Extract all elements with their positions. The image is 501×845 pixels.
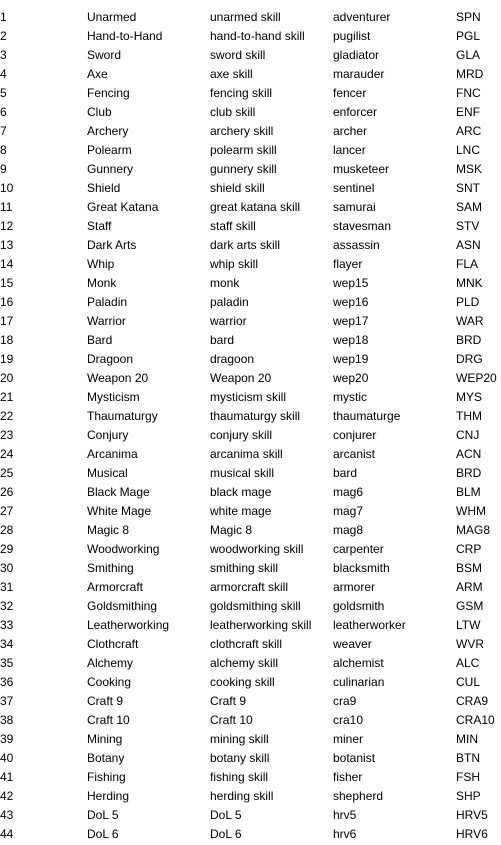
table-row [0, 559, 501, 578]
abbreviation-cell: MYS [456, 390, 483, 404]
table-row [0, 540, 501, 559]
table-row [0, 331, 501, 350]
skill-cell: dragoon [210, 352, 255, 366]
row-index-cell: 23 [0, 428, 14, 442]
skill-cell: whip skill [210, 257, 259, 271]
skill-cell: clothcraft skill [210, 637, 283, 651]
skill-cell: warrior [210, 314, 247, 328]
row-index-cell: 7 [0, 124, 7, 138]
job-cell: mag6 [333, 485, 364, 499]
job-cell: carpenter [333, 542, 384, 556]
job-cell: goldsmith [333, 599, 385, 613]
row-index-cell: 18 [0, 333, 14, 347]
name-cell: Clothcraft [87, 637, 139, 651]
table-row [0, 122, 501, 141]
abbreviation-cell: BSM [456, 561, 483, 575]
abbreviation-cell: PGL [456, 29, 481, 43]
name-cell: Arcanima [87, 447, 138, 461]
name-cell: Cooking [87, 675, 132, 689]
name-cell: Craft 9 [87, 694, 124, 708]
name-cell: Thaumaturgy [87, 409, 158, 423]
job-cell: musketeer [333, 162, 390, 176]
skill-cell: unarmed skill [210, 10, 281, 24]
name-cell: Axe [87, 67, 108, 81]
table-row [0, 312, 501, 331]
skill-cell: herding skill [210, 789, 274, 803]
row-index-cell: 9 [0, 162, 7, 176]
job-cell: flayer [333, 257, 363, 271]
name-cell: Monk [87, 276, 117, 290]
row-index-cell: 3 [0, 48, 7, 62]
skill-cell: conjury skill [210, 428, 273, 442]
table-row [0, 730, 501, 749]
table-row [0, 274, 501, 293]
row-index-cell: 40 [0, 751, 14, 765]
job-cell: weaver [333, 637, 372, 651]
job-cell: assassin [333, 238, 380, 252]
table-row [0, 426, 501, 445]
table-row [0, 787, 501, 806]
job-cell: wep15 [333, 276, 369, 290]
name-cell: Polearm [87, 143, 132, 157]
table-row [0, 46, 501, 65]
row-index-cell: 43 [0, 808, 14, 822]
table-row [0, 711, 501, 730]
job-cell: mystic [333, 390, 367, 404]
row-index-cell: 21 [0, 390, 14, 404]
skill-cell: monk [210, 276, 240, 290]
job-cell: leatherworker [333, 618, 406, 632]
table-row [0, 597, 501, 616]
skill-cell: paladin [210, 295, 249, 309]
skill-cell: goldsmithing skill [210, 599, 301, 613]
row-index-cell: 38 [0, 713, 14, 727]
row-index-cell: 44 [0, 827, 14, 841]
job-cell: samurai [333, 200, 376, 214]
row-index-cell: 34 [0, 637, 14, 651]
job-cell: hrv6 [333, 827, 357, 841]
skill-cell: hand-to-hand skill [210, 29, 305, 43]
row-index-cell: 6 [0, 105, 7, 119]
job-cell: fisher [333, 770, 363, 784]
abbreviation-cell: MSK [456, 162, 483, 176]
job-cell: enforcer [333, 105, 378, 119]
table-row [0, 103, 501, 122]
name-cell: Archery [87, 124, 129, 138]
name-cell: Gunnery [87, 162, 134, 176]
table-row [0, 84, 501, 103]
row-index-cell: 12 [0, 219, 14, 233]
skill-cell: woodworking skill [210, 542, 304, 556]
job-cell: botanist [333, 751, 376, 765]
row-index-cell: 37 [0, 694, 14, 708]
row-index-cell: 29 [0, 542, 14, 556]
abbreviation-cell: FNC [456, 86, 481, 100]
abbreviation-cell: CNJ [456, 428, 480, 442]
table-row [0, 198, 501, 217]
abbreviation-cell: ALC [456, 656, 480, 670]
name-cell: Great Katana [87, 200, 159, 214]
job-cell: cra9 [333, 694, 357, 708]
row-index-cell: 8 [0, 143, 7, 157]
skill-cell: club skill [210, 105, 256, 119]
name-cell: Herding [87, 789, 130, 803]
job-cell: wep17 [333, 314, 369, 328]
skill-cell: gunnery skill [210, 162, 277, 176]
row-index-cell: 28 [0, 523, 14, 537]
abbreviation-cell: PLD [456, 295, 480, 309]
skill-cell: fencing skill [210, 86, 273, 100]
name-cell: Mysticism [87, 390, 140, 404]
skill-cell: DoL 5 [210, 808, 242, 822]
row-index-cell: 20 [0, 371, 14, 385]
skill-cell: cooking skill [210, 675, 275, 689]
name-cell: Musical [87, 466, 128, 480]
abbreviation-cell: SNT [456, 181, 480, 195]
name-cell: Alchemy [87, 656, 134, 670]
skill-cell: smithing skill [210, 561, 279, 575]
abbreviation-cell: MRD [456, 67, 484, 81]
name-cell: Unarmed [87, 10, 137, 24]
name-cell: Leatherworking [87, 618, 170, 632]
row-index-cell: 39 [0, 732, 14, 746]
name-cell: Fishing [87, 770, 126, 784]
job-cell: mag7 [333, 504, 364, 518]
row-index-cell: 22 [0, 409, 14, 423]
row-index-cell: 11 [0, 200, 13, 214]
table-row [0, 369, 501, 388]
skill-cell: polearm skill [210, 143, 277, 157]
skill-cell: fishing skill [210, 770, 269, 784]
abbreviation-cell: HRV6 [456, 827, 488, 841]
skill-cell: staff skill [210, 219, 256, 233]
row-index-cell: 15 [0, 276, 14, 290]
name-cell: Dragoon [87, 352, 134, 366]
skill-cell: white mage [210, 504, 272, 518]
name-cell: Paladin [87, 295, 128, 309]
row-index-cell: 16 [0, 295, 14, 309]
job-cell: miner [333, 732, 364, 746]
table-row [0, 654, 501, 673]
row-index-cell: 10 [0, 181, 14, 195]
abbreviation-cell: MIN [456, 732, 478, 746]
abbreviation-cell: STV [456, 219, 480, 233]
row-index-cell: 13 [0, 238, 14, 252]
row-index-cell: 19 [0, 352, 14, 366]
abbreviation-cell: ASN [456, 238, 481, 252]
abbreviation-cell: THM [456, 409, 482, 423]
job-cell: cra10 [333, 713, 364, 727]
abbreviation-cell: GLA [456, 48, 481, 62]
table-row [0, 27, 501, 46]
row-index-cell: 33 [0, 618, 14, 632]
name-cell: Dark Arts [87, 238, 137, 252]
abbreviation-cell: FLA [456, 257, 479, 271]
table-row [0, 578, 501, 597]
table-row [0, 806, 501, 825]
table-row [0, 635, 501, 654]
table-row [0, 749, 501, 768]
name-cell: Staff [87, 219, 112, 233]
name-cell: Whip [87, 257, 115, 271]
name-cell: Smithing [87, 561, 134, 575]
name-cell: Botany [87, 751, 125, 765]
abbreviation-cell: BRD [456, 466, 482, 480]
abbreviation-cell: BTN [456, 751, 480, 765]
abbreviation-cell: ARC [456, 124, 482, 138]
table-row [0, 825, 501, 844]
row-index-cell: 31 [0, 580, 14, 594]
table-row [0, 692, 501, 711]
skill-cell: arcanima skill [210, 447, 283, 461]
table-row [0, 236, 501, 255]
name-cell: Black Mage [87, 485, 150, 499]
table-row [0, 483, 501, 502]
skill-cell: mysticism skill [210, 390, 286, 404]
job-cell: wep20 [333, 371, 369, 385]
row-index-cell: 2 [0, 29, 7, 43]
job-cell: archer [333, 124, 368, 138]
skill-cell: musical skill [210, 466, 275, 480]
name-cell: Club [87, 105, 112, 119]
abbreviation-cell: BLM [456, 485, 481, 499]
abbreviation-cell: MNK [456, 276, 483, 290]
row-index-cell: 26 [0, 485, 14, 499]
name-cell: Conjury [87, 428, 129, 442]
skill-cell: alchemy skill [210, 656, 279, 670]
skill-cell: dark arts skill [210, 238, 281, 252]
job-cell: culinarian [333, 675, 385, 689]
table-row [0, 8, 501, 27]
job-cell: wep18 [333, 333, 369, 347]
abbreviation-cell: CRP [456, 542, 482, 556]
table-row [0, 388, 501, 407]
skill-cell: bard [210, 333, 235, 347]
abbreviation-cell: LNC [456, 143, 481, 157]
job-cell: gladiator [333, 48, 380, 62]
name-cell: Sword [87, 48, 122, 62]
abbreviation-cell: FSH [456, 770, 480, 784]
skill-cell: Craft 10 [210, 713, 253, 727]
table-row [0, 350, 501, 369]
name-cell: White Mage [87, 504, 152, 518]
table-row [0, 464, 501, 483]
job-cell: adventurer [333, 10, 391, 24]
row-index-cell: 1 [0, 10, 7, 24]
table-row [0, 65, 501, 84]
table-row [0, 445, 501, 464]
table-row [0, 616, 501, 635]
abbreviation-cell: ACN [456, 447, 482, 461]
abbreviation-cell: WVR [456, 637, 484, 651]
abbreviation-cell: WEP20 [456, 371, 497, 385]
table-row [0, 502, 501, 521]
table-row [0, 160, 501, 179]
job-cell: conjurer [333, 428, 377, 442]
name-cell: Goldsmithing [87, 599, 158, 613]
table-row [0, 768, 501, 787]
abbreviation-cell: WAR [456, 314, 484, 328]
skill-cell: leatherworking skill [210, 618, 312, 632]
name-cell: Woodworking [87, 542, 160, 556]
skill-cell: archery skill [210, 124, 274, 138]
table-row [0, 521, 501, 540]
abbreviation-cell: LTW [456, 618, 481, 632]
skill-cell: botany skill [210, 751, 270, 765]
name-cell: Fencing [87, 86, 130, 100]
abbreviation-cell: GSM [456, 599, 484, 613]
abbreviation-cell: CUL [456, 675, 481, 689]
abbreviation-cell: WHM [456, 504, 486, 518]
skill-cell: DoL 6 [210, 827, 242, 841]
row-index-cell: 4 [0, 67, 7, 81]
abbreviation-cell: SAM [456, 200, 483, 214]
job-cell: bard [333, 466, 358, 480]
row-index-cell: 5 [0, 86, 7, 100]
name-cell: DoL 6 [87, 827, 119, 841]
job-cell: pugilist [333, 29, 371, 43]
name-cell: DoL 5 [87, 808, 119, 822]
abbreviation-cell: ENF [456, 105, 480, 119]
job-cell: alchemist [333, 656, 384, 670]
table-row [0, 255, 501, 274]
table-row [0, 141, 501, 160]
name-cell: Armorcraft [87, 580, 144, 594]
row-index-cell: 42 [0, 789, 14, 803]
row-index-cell: 30 [0, 561, 14, 575]
row-index-cell: 41 [0, 770, 14, 784]
job-cell: thaumaturge [333, 409, 401, 423]
table-row [0, 407, 501, 426]
name-cell: Craft 10 [87, 713, 130, 727]
skill-cell: sword skill [210, 48, 266, 62]
job-cell: sentinel [333, 181, 375, 195]
row-index-cell: 17 [0, 314, 14, 328]
row-index-cell: 14 [0, 257, 14, 271]
job-cell: arcanist [333, 447, 376, 461]
abbreviation-cell: SHP [456, 789, 481, 803]
table-row [0, 293, 501, 312]
abbreviation-cell: BRD [456, 333, 482, 347]
name-cell: Magic 8 [87, 523, 130, 537]
name-cell: Weapon 20 [87, 371, 149, 385]
job-cell: armorer [333, 580, 376, 594]
job-cell: blacksmith [333, 561, 390, 575]
job-cell: marauder [333, 67, 385, 81]
row-index-cell: 36 [0, 675, 14, 689]
job-cell: stavesman [333, 219, 392, 233]
row-index-cell: 32 [0, 599, 14, 613]
table-row [0, 179, 501, 198]
table-row [0, 217, 501, 236]
skill-cell: thaumaturgy skill [210, 409, 301, 423]
abbreviation-cell: SPN [456, 10, 481, 24]
skill-cell: Magic 8 [210, 523, 253, 537]
job-cell: shepherd [333, 789, 384, 803]
abbreviation-cell: CRA9 [456, 694, 489, 708]
skill-cell: Weapon 20 [210, 371, 272, 385]
name-cell: Mining [87, 732, 123, 746]
abbreviation-cell: ARM [456, 580, 483, 594]
skill-cell: Craft 9 [210, 694, 247, 708]
abbreviation-cell: CRA10 [456, 713, 495, 727]
row-index-cell: 25 [0, 466, 14, 480]
row-index-cell: 27 [0, 504, 14, 518]
name-cell: Hand-to-Hand [87, 29, 163, 43]
skill-cell: black mage [210, 485, 272, 499]
skill-cell: shield skill [210, 181, 265, 195]
job-cell: wep19 [333, 352, 369, 366]
job-cell: wep16 [333, 295, 369, 309]
row-index-cell: 24 [0, 447, 14, 461]
name-cell: Warrior [87, 314, 126, 328]
skill-cell: great katana skill [210, 200, 301, 214]
job-cell: hrv5 [333, 808, 357, 822]
job-cell: fencer [333, 86, 367, 100]
name-cell: Shield [87, 181, 121, 195]
table-row [0, 673, 501, 692]
skill-cell: armorcraft skill [210, 580, 289, 594]
name-cell: Bard [87, 333, 113, 347]
row-index-cell: 35 [0, 656, 14, 670]
abbreviation-cell: HRV5 [456, 808, 488, 822]
job-cell: mag8 [333, 523, 364, 537]
skill-cell: axe skill [210, 67, 253, 81]
job-cell: lancer [333, 143, 366, 157]
skill-cell: mining skill [210, 732, 269, 746]
abbreviation-cell: MAG8 [456, 523, 491, 537]
abbreviation-cell: DRG [456, 352, 483, 366]
